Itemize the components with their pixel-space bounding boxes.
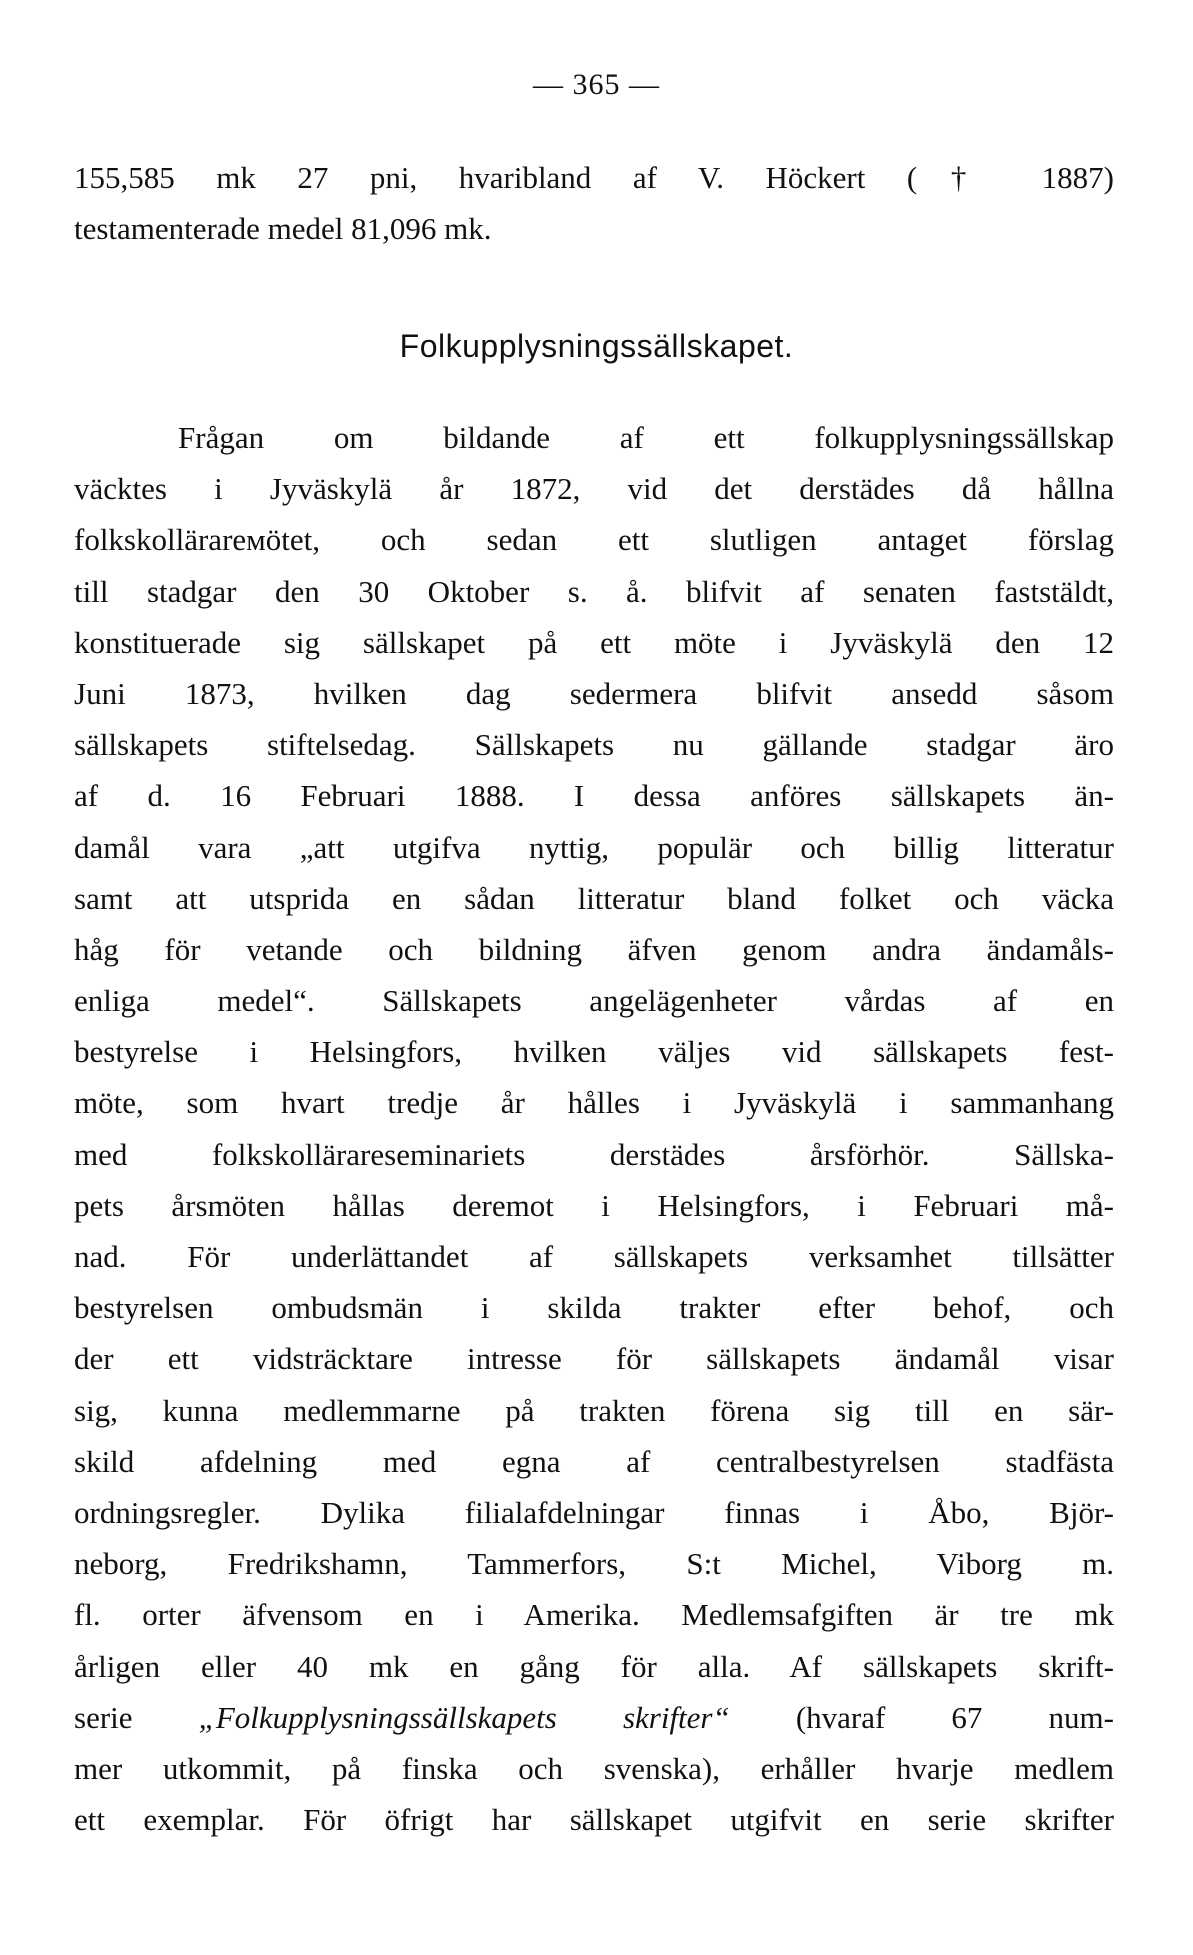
text-line: till stadgar den 30 Oktober s. å. blifvit af senaten faststäldt, — [74, 573, 1114, 609]
text-line: ordningsregler. Dylika filialafdelningar finnas i Åbo, Björ- — [74, 1494, 1114, 1530]
text-line: Frågan om bildande af ett folkupplysningssällskap — [178, 420, 1114, 455]
text-line: fl. orter äfvensom en i Amerika. Medlemsafgiften är tre mk — [74, 1597, 1114, 1633]
text-line: pets årsmöten hållas deremot i Helsingfors, i Februari må- — [74, 1187, 1114, 1223]
text-line: väcktes i Jyväskylä år 1872, vid det derstädes då hållna — [74, 471, 1114, 507]
text-line: ett exemplar. För öfrigt har sällskapet utgifvit en serie skrifter — [74, 1802, 1114, 1838]
text-line: damål vara „att utgifva nyttig, populär och billig litteratur — [74, 829, 1114, 865]
text-line: Juni 1873, hvilken dag sedermera blifvit ansedd såsom — [74, 675, 1114, 711]
text-line: bestyrelse i Helsingfors, hvilken väljes vid sällskapets fest- — [74, 1034, 1114, 1070]
text-line: bestyrelsen ombudsmän i skilda trakter efter behof, och — [74, 1290, 1114, 1326]
text-line: folkskollärarемötet, och sedan ett slutligen antaget förslag — [74, 522, 1114, 558]
text-line: testamenterade medel 81,096 mk. — [74, 211, 492, 247]
text-line: skild afdelning med egna af centralbestyrelsen stadfästa — [74, 1443, 1114, 1479]
text-line: årligen eller 40 mk en gång för alla. Af sällskapets skrift- — [74, 1648, 1114, 1684]
intro-paragraph — [74, 152, 1114, 254]
series-post: (hvaraf 67 num- — [729, 1699, 1114, 1735]
text-line: samt att utsprida en sådan litteratur bland folket och väcka — [74, 880, 1114, 916]
page-number: — 365 — — [533, 68, 660, 101]
text-line: sig, kunna medlemmarne på trakten förena sig till en sär- — [74, 1392, 1114, 1428]
text-line: enliga medel“. Sällskapets angelägenheter vårdas af en — [74, 983, 1114, 1019]
text-line: med folkskollärareseminariets derstädes årsförhör. Sällska- — [74, 1136, 1114, 1172]
series-pre: serie — [74, 1699, 199, 1735]
text-line: konstituerade sig sällskapet på ett möte i Jyväskylä den 12 — [74, 624, 1114, 660]
series-title: „Folkupplysningssällskapets skrifter“ — [198, 1699, 730, 1735]
text-line-series — [74, 1692, 1114, 1743]
text-line: håg för vetande och bildning äfven genom andra ändamåls- — [74, 931, 1114, 967]
text-line: sällskapets stiftelsedag. Sällskapets nu gällande stadgar äro — [74, 727, 1114, 763]
text-line: der ett vidsträcktare intresse för sällskapets ändamål visar — [74, 1341, 1114, 1377]
text-line: mer utkommit, på finska och svenska), erhåller hvarje medlem — [74, 1750, 1114, 1786]
text-line: möte, som hvart tredje år hålles i Jyväskylä i sammanhang — [74, 1085, 1114, 1121]
text-line: 155,585 mk 27 pni, hvaribland af V. Höckert († 1887) — [74, 160, 1114, 195]
text-line: neborg, Fredrikshamn, Tammerfors, S:t Michel, Viborg m. — [74, 1546, 1114, 1582]
text-line: af d. 16 Februari 1888. I dessa anföres sällskapets än- — [74, 778, 1114, 814]
body-paragraph — [74, 412, 1114, 1845]
text-line: nad. För underlättandet af sällskapets verksamhet tillsätter — [74, 1239, 1114, 1274]
section-heading: Folkupplysningssällskapet. — [399, 328, 794, 364]
